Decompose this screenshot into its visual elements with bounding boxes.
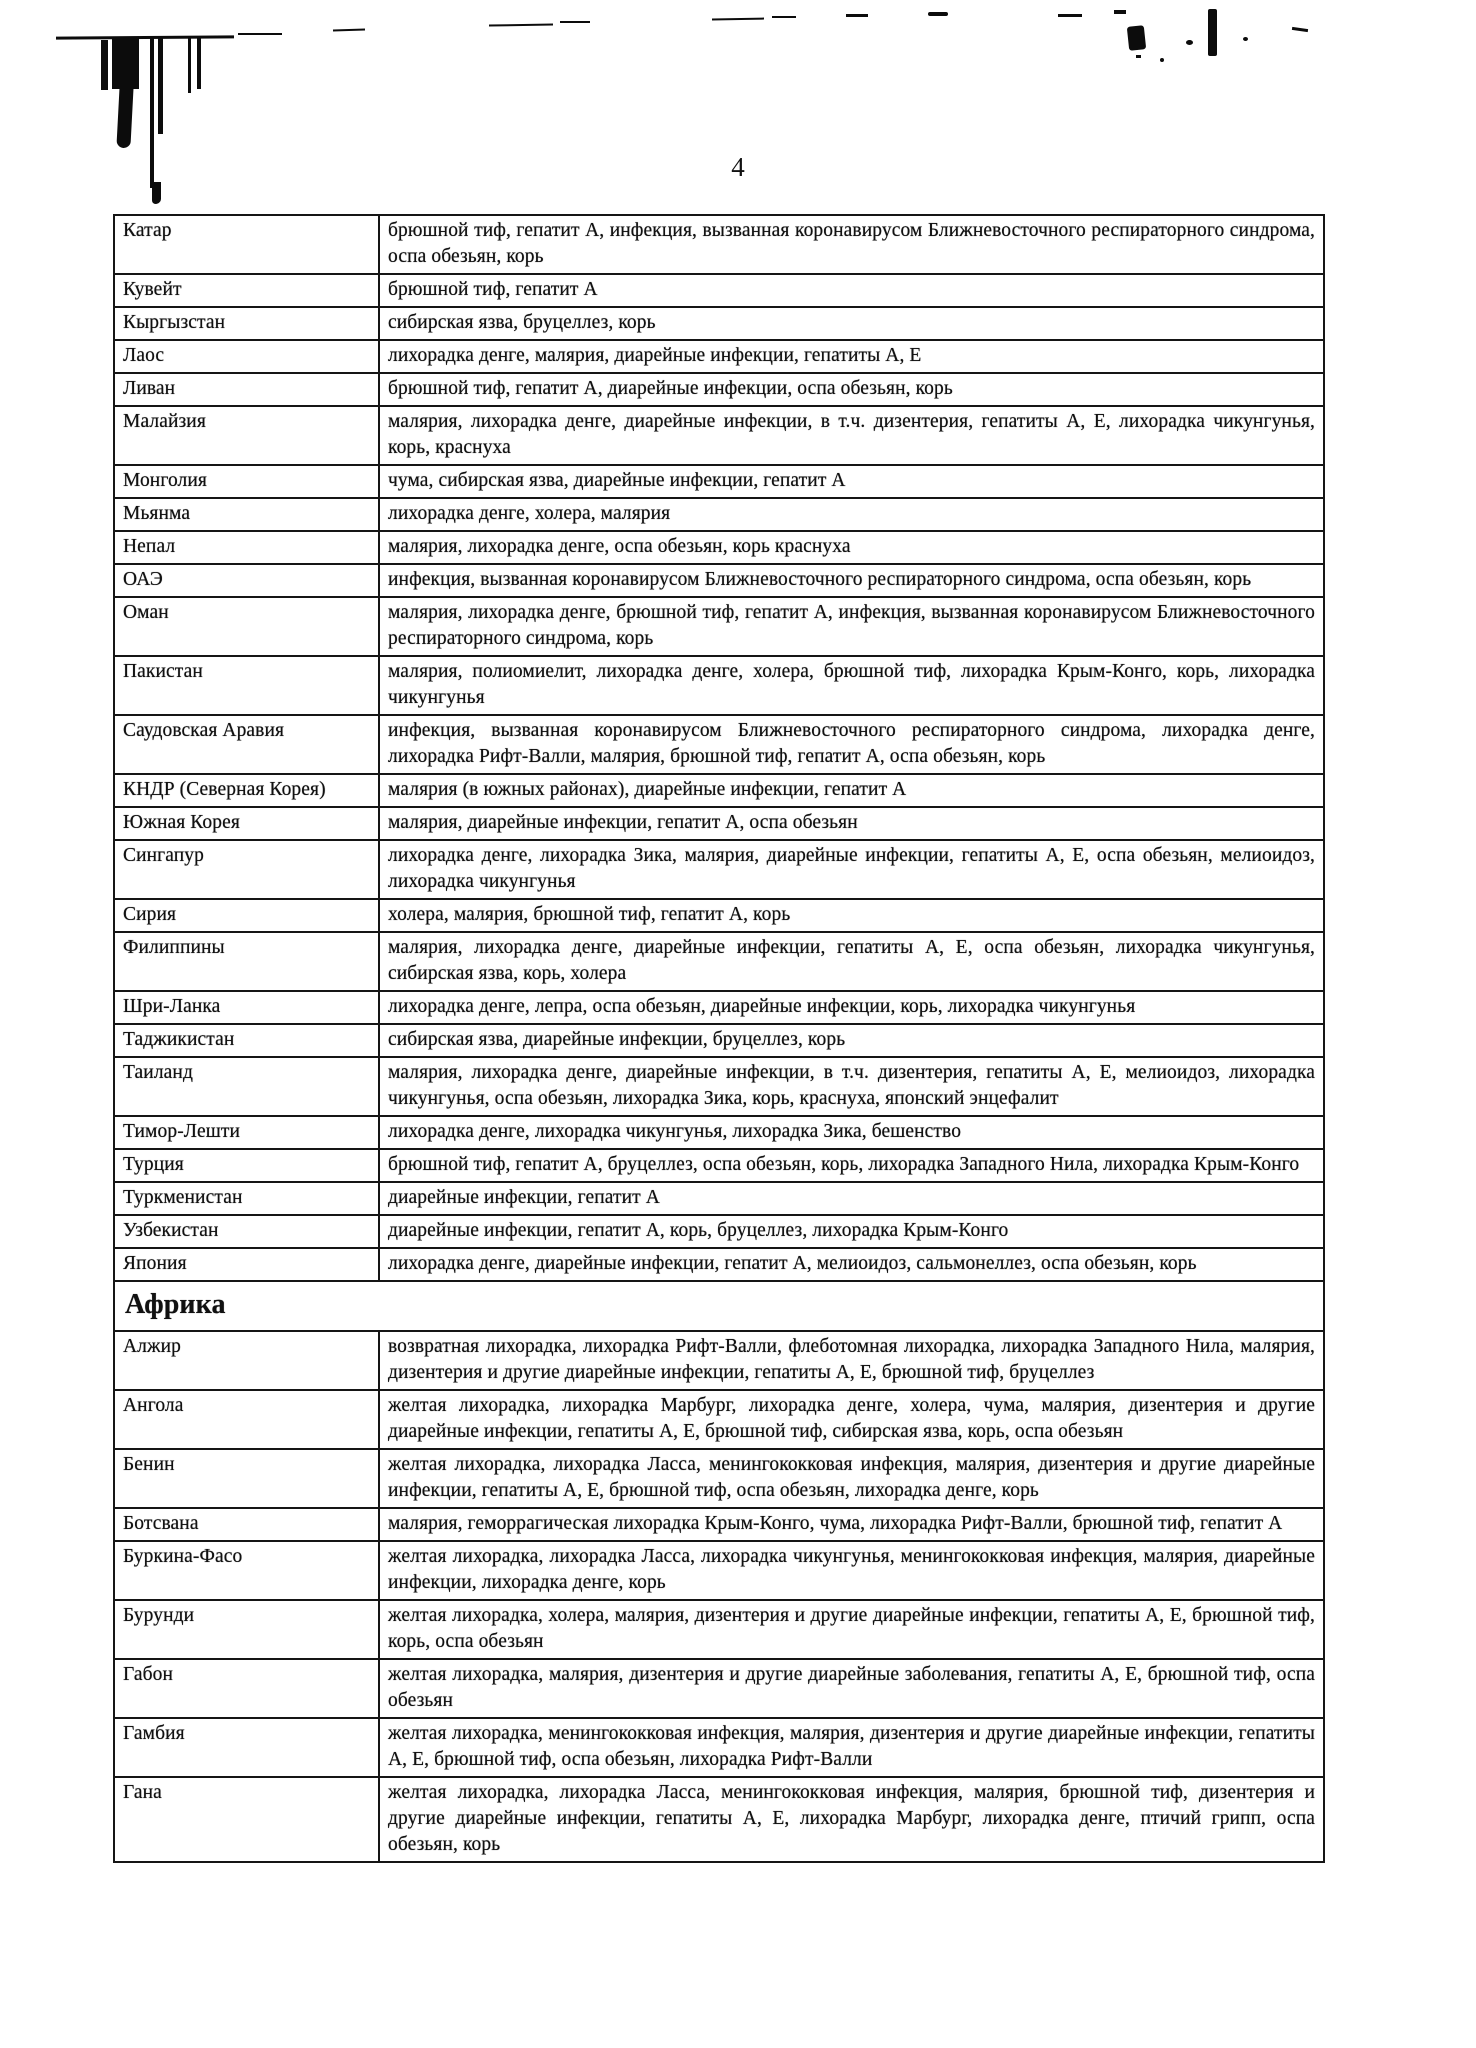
diseases-cell: лихорадка денге, лихорадка чикунгунья, лихорадка Зика, бешенство: [379, 1116, 1324, 1149]
country-cell: Ангола: [114, 1390, 379, 1449]
diseases-cell: брюшной тиф, гепатит А, инфекция, вызванная коронавирусом Ближневосточного респираторного синдрома, оспа обезьян, корь: [379, 215, 1324, 274]
country-cell: Туркменистан: [114, 1182, 379, 1215]
country-cell: Таджикистан: [114, 1024, 379, 1057]
diseases-cell: малярия, диарейные инфекции, гепатит А, оспа обезьян: [379, 807, 1324, 840]
scan-smudge: [560, 21, 590, 23]
diseases-cell: лихорадка денге, малярия, диарейные инфекции, гепатиты А, Е: [379, 340, 1324, 373]
scan-smudge: [712, 18, 764, 21]
scan-ink-streak: [116, 86, 133, 149]
table-row: [114, 1659, 1324, 1718]
country-cell: Таиланд: [114, 1057, 379, 1116]
country-cell: Япония: [114, 1248, 379, 1281]
table-row: [114, 1777, 1324, 1862]
table-row: [114, 1149, 1324, 1182]
country-cell: Оман: [114, 597, 379, 656]
table-row: [114, 564, 1324, 597]
table-row: [114, 340, 1324, 373]
diseases-cell: малярия, лихорадка денге, оспа обезьян, корь краснуха: [379, 531, 1324, 564]
scan-smudge: [238, 33, 282, 35]
table-row: [114, 807, 1324, 840]
scan-smudge: [772, 16, 796, 18]
scan-ink-streak: [101, 40, 108, 90]
diseases-cell: желтая лихорадка, малярия, дизентерия и другие диарейные заболевания, гепатиты А, Е, брюшной тиф, оспа обезьян: [379, 1659, 1324, 1718]
scan-ink-streak: [112, 37, 139, 89]
scan-ink-blot: [1208, 9, 1217, 56]
country-cell: Монголия: [114, 465, 379, 498]
table-row: [114, 1248, 1324, 1281]
scan-smudge: [1058, 14, 1082, 17]
diseases-cell: желтая лихорадка, менингококковая инфекция, малярия, дизентерия и другие диарейные инфекции, гепатиты А, Е, брюшной тиф, оспа обезьян, лихорадка Рифт-Валли: [379, 1718, 1324, 1777]
country-cell: Филиппины: [114, 932, 379, 991]
table-row: [114, 1718, 1324, 1777]
country-cell: Бурунди: [114, 1600, 379, 1659]
country-cell: Турция: [114, 1149, 379, 1182]
table-row: [114, 498, 1324, 531]
country-cell: Буркина-Фасо: [114, 1541, 379, 1600]
table-row: [114, 899, 1324, 932]
table-row: [114, 1024, 1324, 1057]
diseases-cell: лихорадка денге, диарейные инфекции, гепатит А, мелиоидоз, сальмонеллез, оспа обезьян, корь: [379, 1248, 1324, 1281]
scan-ink-blot: [1127, 25, 1146, 51]
country-cell: Мьянма: [114, 498, 379, 531]
country-cell: Сирия: [114, 899, 379, 932]
table-row: [114, 840, 1324, 899]
country-cell: Гамбия: [114, 1718, 379, 1777]
diseases-cell: лихорадка денге, лихорадка Зика, малярия, диарейные инфекции, гепатиты А, Е, оспа обезьян, мелиоидоз, лихорадка чикунгунья: [379, 840, 1324, 899]
table-row: [114, 307, 1324, 340]
table-row: [114, 373, 1324, 406]
country-cell: Ботсвана: [114, 1508, 379, 1541]
diseases-table: [113, 214, 1325, 1863]
scan-ink-dot: [1186, 40, 1193, 45]
diseases-cell: сибирская язва, диарейные инфекции, бруцеллез, корь: [379, 1024, 1324, 1057]
diseases-cell: диарейные инфекции, гепатит А: [379, 1182, 1324, 1215]
scan-smudge: [928, 12, 948, 16]
country-cell: Катар: [114, 215, 379, 274]
diseases-table-body: [114, 215, 1324, 1862]
diseases-cell: малярия, лихорадка денге, диарейные инфекции, в т.ч. дизентерия, гепатиты А, Е, лихорадка чикунгунья, корь, краснуха: [379, 406, 1324, 465]
table-row: [114, 1057, 1324, 1116]
country-cell: Бенин: [114, 1449, 379, 1508]
country-cell: Южная Корея: [114, 807, 379, 840]
scan-ink-streak: [158, 36, 163, 134]
scan-smudge: [489, 23, 553, 26]
diseases-cell: желтая лихорадка, лихорадка Марбург, лихорадка денге, холера, чума, малярия, дизентерия и другие диарейные инфекции, гепатиты А, Е, брюшной тиф, сибирская язва, корь, оспа обезьян: [379, 1390, 1324, 1449]
scan-ink-dot: [1160, 58, 1164, 62]
scan-ink-streak: [188, 37, 191, 93]
diseases-cell: малярия, лихорадка денге, брюшной тиф, гепатит А, инфекция, вызванная коронавирусом Ближневосточного респираторного синдрома, корь: [379, 597, 1324, 656]
scan-smudge: [1114, 10, 1126, 14]
diseases-cell: инфекция, вызванная коронавирусом Ближневосточного респираторного синдрома, лихорадка денге, лихорадка Рифт-Валли, малярия, брюшной тиф, гепатит А, оспа обезьян, корь: [379, 715, 1324, 774]
table-row: [114, 932, 1324, 991]
table-row: [114, 656, 1324, 715]
table-row: [114, 1215, 1324, 1248]
diseases-cell: малярия, геморрагическая лихорадка Крым-Конго, чума, лихорадка Рифт-Валли, брюшной тиф, гепатит А: [379, 1508, 1324, 1541]
country-cell: Непал: [114, 531, 379, 564]
scan-ink-streak: [197, 37, 201, 89]
country-cell: Саудовская Аравия: [114, 715, 379, 774]
scan-ink-streak: [152, 182, 161, 204]
diseases-cell: возвратная лихорадка, лихорадка Рифт-Валли, флеботомная лихорадка, лихорадка Западного Нила, малярия, дизентерия и другие диарейные инфекции, гепатиты А, Е, брюшной тиф, бруцеллез: [379, 1331, 1324, 1390]
diseases-cell: сибирская язва, бруцеллез, корь: [379, 307, 1324, 340]
table-row: [114, 274, 1324, 307]
country-cell: Узбекистан: [114, 1215, 379, 1248]
diseases-cell: инфекция, вызванная коронавирусом Ближневосточного респираторного синдрома, оспа обезьян, корь: [379, 564, 1324, 597]
table-row: [114, 215, 1324, 274]
table-row: [114, 465, 1324, 498]
country-cell: Сингапур: [114, 840, 379, 899]
table-row: [114, 1390, 1324, 1449]
diseases-cell: желтая лихорадка, лихорадка Ласса, менингококковая инфекция, малярия, дизентерия и другие диарейные инфекции, гепатиты А, Е, брюшной тиф, оспа обезьян, лихорадка денге, корь: [379, 1449, 1324, 1508]
country-cell: Лаос: [114, 340, 379, 373]
table-row: [114, 1541, 1324, 1600]
table-row: [114, 1182, 1324, 1215]
section-label: Африка: [114, 1281, 1324, 1331]
table-row: [114, 1600, 1324, 1659]
country-cell: Малайзия: [114, 406, 379, 465]
diseases-cell: диарейные инфекции, гепатит А, корь, бруцеллез, лихорадка Крым-Конго: [379, 1215, 1324, 1248]
diseases-cell: лихорадка денге, холера, малярия: [379, 498, 1324, 531]
diseases-cell: лихорадка денге, лепра, оспа обезьян, диарейные инфекции, корь, лихорадка чикунгунья: [379, 991, 1324, 1024]
country-cell: КНДР (Северная Корея): [114, 774, 379, 807]
diseases-cell: желтая лихорадка, холера, малярия, дизентерия и другие диарейные инфекции, гепатиты А, Е, брюшной тиф, корь, оспа обезьян: [379, 1600, 1324, 1659]
table-row: [114, 1449, 1324, 1508]
country-cell: Ливан: [114, 373, 379, 406]
country-cell: Гана: [114, 1777, 379, 1862]
table-row: [114, 715, 1324, 774]
country-cell: Пакистан: [114, 656, 379, 715]
table-row: [114, 774, 1324, 807]
diseases-cell: брюшной тиф, гепатит А, диарейные инфекции, оспа обезьян, корь: [379, 373, 1324, 406]
table-row: [114, 1331, 1324, 1390]
table-row: [114, 1508, 1324, 1541]
country-cell: Алжир: [114, 1331, 379, 1390]
country-cell: Тимор-Лешти: [114, 1116, 379, 1149]
diseases-cell: брюшной тиф, гепатит А: [379, 274, 1324, 307]
diseases-cell: желтая лихорадка, лихорадка Ласса, менингококковая инфекция, малярия, брюшной тиф, дизентерия и другие диарейные инфекции, гепатиты А, Е, лихорадка Марбург, лихорадка денге, птичий грипп, оспа обезьян, корь: [379, 1777, 1324, 1862]
country-cell: Кыргызстан: [114, 307, 379, 340]
section-row: [114, 1281, 1324, 1331]
diseases-cell: брюшной тиф, гепатит А, бруцеллез, оспа обезьян, корь, лихорадка Западного Нила, лихорадка Крым-Конго: [379, 1149, 1324, 1182]
table-row: [114, 406, 1324, 465]
scan-smudge: [846, 14, 868, 17]
country-cell: Габон: [114, 1659, 379, 1718]
table-row: [114, 1116, 1324, 1149]
scan-smudge: [56, 35, 234, 39]
diseases-cell: малярия (в южных районах), диарейные инфекции, гепатит А: [379, 774, 1324, 807]
table-row: [114, 531, 1324, 564]
scan-smudge: [333, 28, 365, 31]
diseases-cell: чума, сибирская язва, диарейные инфекции, гепатит А: [379, 465, 1324, 498]
country-cell: Кувейт: [114, 274, 379, 307]
diseases-cell: малярия, полиомиелит, лихорадка денге, холера, брюшной тиф, лихорадка Крым-Конго, корь, лихорадка чикунгунья: [379, 656, 1324, 715]
diseases-cell: желтая лихорадка, лихорадка Ласса, лихорадка чикунгунья, менингококковая инфекция, малярия, диарейные инфекции, лихорадка денге, корь: [379, 1541, 1324, 1600]
country-cell: ОАЭ: [114, 564, 379, 597]
diseases-cell: холера, малярия, брюшной тиф, гепатит А, корь: [379, 899, 1324, 932]
country-cell: Шри-Ланка: [114, 991, 379, 1024]
scan-smudge: [1292, 27, 1308, 32]
table-row: [114, 991, 1324, 1024]
page-number: 4: [731, 152, 745, 182]
table-row: [114, 597, 1324, 656]
scan-ink-dot: [1243, 37, 1248, 41]
scan-ink-dot: [1136, 55, 1141, 58]
diseases-cell: малярия, лихорадка денге, диарейные инфекции, в т.ч. дизентерия, гепатиты А, Е, мелиоидоз, лихорадка чикунгунья, оспа обезьян, лихорадка Зика, корь, краснуха, японский энцефалит: [379, 1057, 1324, 1116]
diseases-cell: малярия, лихорадка денге, диарейные инфекции, гепатиты А, Е, оспа обезьян, лихорадка чикунгунья, сибирская язва, корь, холера: [379, 932, 1324, 991]
